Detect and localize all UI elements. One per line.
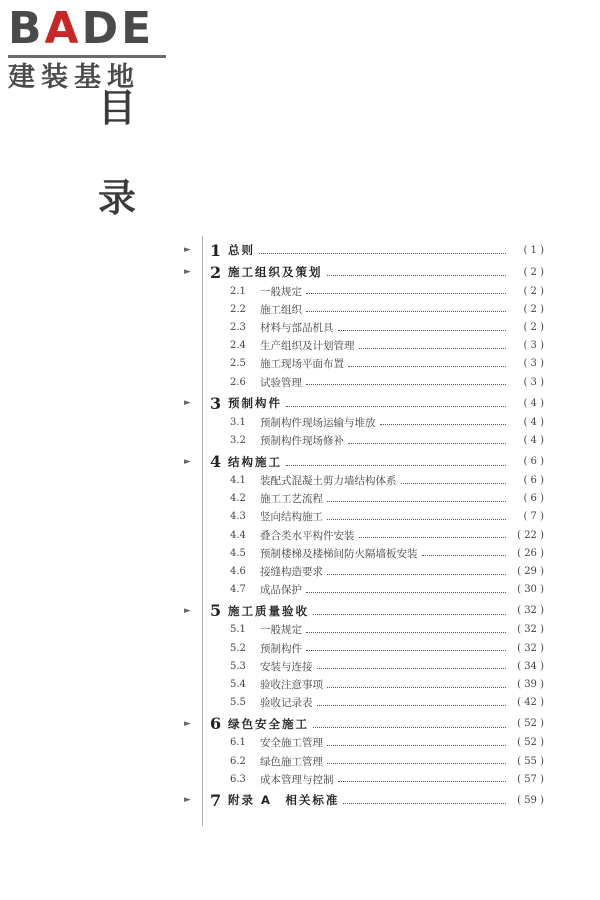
- toc-section-row[interactable]: [180, 431, 544, 449]
- toc-section-row[interactable]: [180, 639, 544, 657]
- leader-dots: [343, 802, 506, 804]
- page-number: ( 26 ): [517, 547, 544, 559]
- toc-section-row[interactable]: [180, 770, 544, 788]
- toc-section-row[interactable]: [180, 752, 544, 770]
- title-char-mu: 目: [98, 86, 137, 130]
- section-number: 3.2: [230, 434, 246, 446]
- section-number: 6.1: [230, 737, 246, 749]
- page-number: ( 42 ): [517, 697, 544, 709]
- chapter-arrow-icon: ►: [184, 267, 191, 277]
- chapter-arrow-icon: ►: [184, 456, 191, 467]
- chapter-title: 施工组织及策划: [228, 265, 323, 279]
- section-title: 安装与连接: [260, 660, 313, 673]
- page-number: ( 7 ): [523, 511, 544, 523]
- logo-letter: E: [121, 3, 155, 54]
- logo-main-text: [8, 4, 178, 54]
- toc-chapter-row[interactable]: [180, 714, 544, 734]
- chapter-number: 3: [210, 393, 222, 413]
- section-title: 材料与部品机具: [260, 321, 334, 334]
- leader-dots: [327, 573, 506, 575]
- toc-section-row[interactable]: [180, 355, 544, 373]
- page-number: ( 4 ): [523, 397, 544, 409]
- page-number: ( 52 ): [517, 737, 544, 749]
- section-number: 4.6: [230, 566, 246, 578]
- toc-section-row[interactable]: [180, 413, 544, 431]
- leader-dots: [359, 536, 506, 538]
- toc-chapter-row[interactable]: [180, 393, 544, 413]
- section-number: 6.3: [230, 773, 246, 785]
- section-title: 验收注意事项: [260, 678, 323, 691]
- section-title: 安全施工管理: [260, 737, 323, 750]
- leader-dots: [317, 704, 506, 706]
- leader-dots: [306, 591, 506, 593]
- section-number: 2.6: [230, 376, 246, 388]
- section-number: 5.5: [230, 697, 246, 709]
- chapter-title: 施工质量验收: [228, 603, 309, 618]
- leader-dots: [286, 405, 506, 407]
- page-number: ( 34 ): [517, 660, 544, 672]
- chapter-title: 附录 A 相关标准: [228, 793, 340, 808]
- chapter-number: 4: [210, 452, 222, 471]
- toc-section-row[interactable]: [180, 337, 544, 355]
- chapter-title: 预制构件: [228, 396, 282, 411]
- section-title: 竖向结构施工: [260, 511, 323, 524]
- leader-dots: [338, 329, 506, 331]
- section-title: 生产组织及计划管理: [260, 340, 355, 353]
- logo: [8, 4, 178, 96]
- chapter-number: 6: [210, 714, 222, 734]
- section-number: 4.1: [230, 475, 246, 487]
- section-number: 5.1: [230, 624, 246, 636]
- section-title: 绿色施工管理: [260, 755, 323, 768]
- leader-dots: [306, 649, 506, 651]
- chapter-arrow-icon: ►: [184, 605, 191, 616]
- page-number: ( 57 ): [517, 773, 544, 785]
- toc-section-row[interactable]: [180, 318, 544, 336]
- leader-dots: [359, 347, 506, 349]
- section-title: 预制楼梯及楼梯间防火隔墙板安装: [260, 547, 418, 560]
- section-title: 施工现场平面布置: [260, 358, 344, 371]
- leader-dots: [306, 383, 506, 385]
- section-title: 一般规定: [260, 624, 302, 637]
- section-number: 2.1: [230, 285, 246, 297]
- leader-dots: [348, 442, 506, 444]
- leader-dots: [327, 744, 506, 746]
- page-number: ( 3 ): [523, 358, 544, 370]
- leader-dots: [327, 518, 506, 520]
- toc-section-row[interactable]: [180, 373, 544, 391]
- section-title: 一般规定: [260, 285, 302, 298]
- section-number: 5.4: [230, 678, 246, 690]
- chapter-title: 结构施工: [228, 454, 282, 469]
- title-char-lu: 录: [98, 176, 137, 220]
- toc-section-row[interactable]: [180, 508, 544, 526]
- leader-dots: [313, 726, 506, 728]
- section-number: 4.3: [230, 511, 246, 523]
- table-of-contents: [180, 240, 544, 810]
- section-number: 2.5: [230, 358, 246, 370]
- section-title: 装配式混凝土剪力墙结构体系: [260, 475, 397, 488]
- leader-dots: [327, 500, 506, 502]
- logo-sub-text: 建装基地: [8, 62, 140, 93]
- leader-dots: [306, 631, 506, 633]
- toc-chapter-row[interactable]: [180, 262, 544, 282]
- page-number: ( 32 ): [517, 642, 544, 654]
- section-title: 成品保护: [260, 584, 302, 597]
- logo-underline: [8, 55, 166, 58]
- section-title: 预制构件: [260, 642, 302, 655]
- toc-section-row[interactable]: [180, 490, 544, 508]
- chapter-number: 7: [210, 790, 222, 810]
- chapter-arrow-icon: ►: [184, 718, 191, 729]
- page-number: ( 6 ): [523, 475, 544, 487]
- toc-section-row[interactable]: [180, 526, 544, 544]
- page-number: ( 22 ): [517, 529, 544, 541]
- section-number: 6.2: [230, 755, 246, 767]
- leader-dots: [348, 365, 506, 367]
- toc-section-row[interactable]: [180, 300, 544, 318]
- chapter-arrow-icon: ►: [184, 245, 191, 255]
- toc-section-row[interactable]: [180, 562, 544, 580]
- page-number: ( 6 ): [523, 456, 544, 467]
- page-number: ( 32 ): [517, 605, 544, 617]
- chapter-number: 5: [210, 601, 222, 621]
- toc-chapter-row[interactable]: [180, 452, 544, 472]
- page-number: ( 2 ): [523, 266, 544, 278]
- section-title: 预制构件现场运输与堆放: [260, 416, 376, 429]
- leader-dots: [327, 274, 506, 276]
- logo-letter: D: [81, 3, 122, 54]
- chapter-title: 绿色安全施工: [228, 716, 309, 731]
- toc-section-row[interactable]: [180, 282, 544, 300]
- leader-dots: [259, 252, 506, 254]
- leader-dots: [422, 554, 506, 556]
- chapter-number: 2: [210, 262, 222, 282]
- section-title: 施工工艺流程: [260, 493, 323, 506]
- toc-section-row[interactable]: [180, 544, 544, 562]
- page-number: ( 1 ): [523, 244, 544, 256]
- section-number: 5.3: [230, 660, 246, 672]
- toc-section-row[interactable]: [180, 694, 544, 712]
- toc-section-row[interactable]: [180, 621, 544, 639]
- leader-dots: [313, 613, 506, 615]
- toc-section-row[interactable]: [180, 657, 544, 675]
- page-number: ( 32 ): [517, 624, 544, 636]
- section-title: 施工组织: [260, 303, 302, 316]
- toc-section-row[interactable]: [180, 675, 544, 693]
- leader-dots: [338, 780, 506, 782]
- section-title: 试验管理: [260, 376, 302, 389]
- toc-section-row[interactable]: [180, 472, 544, 490]
- logo-letter: A: [44, 3, 82, 54]
- toc-chapter-row[interactable]: [180, 790, 544, 810]
- leader-dots: [401, 482, 506, 484]
- leader-dots: [306, 292, 506, 294]
- page-number: ( 29 ): [517, 566, 544, 578]
- leader-dots: [327, 762, 506, 764]
- toc-section-row[interactable]: [180, 581, 544, 599]
- leader-dots: [380, 423, 506, 425]
- section-number: 4.7: [230, 584, 246, 596]
- chapter-number: 1: [210, 240, 222, 260]
- section-title: 验收记录表: [260, 697, 313, 710]
- toc-chapter-row[interactable]: [180, 240, 544, 260]
- section-title: 接缝构造要求: [260, 566, 323, 579]
- section-number: 5.2: [230, 642, 246, 654]
- page-number: ( 2 ): [523, 303, 544, 315]
- page-number: ( 3 ): [523, 376, 544, 388]
- page-number: ( 4 ): [523, 434, 544, 446]
- page-number: ( 59 ): [517, 794, 544, 806]
- section-number: 4.5: [230, 547, 246, 559]
- toc-chapter-row[interactable]: [180, 601, 544, 621]
- section-title: 成本管理与控制: [260, 773, 334, 786]
- leader-dots: [286, 464, 506, 466]
- page-number: ( 6 ): [523, 493, 544, 505]
- toc-section-row[interactable]: [180, 734, 544, 752]
- logo-letter: B: [8, 3, 45, 54]
- leader-dots: [327, 686, 506, 688]
- leader-dots: [317, 667, 506, 669]
- page-number: ( 3 ): [523, 340, 544, 352]
- section-title: 预制构件现场修补: [260, 434, 344, 447]
- chapter-arrow-icon: ►: [184, 398, 191, 409]
- chapter-arrow-icon: ►: [184, 795, 191, 806]
- page-number: ( 55 ): [517, 755, 544, 767]
- page-number: ( 2 ): [523, 285, 544, 297]
- page-number: ( 30 ): [517, 584, 544, 596]
- chapter-title: 总则: [228, 243, 255, 257]
- page-number: ( 39 ): [517, 678, 544, 690]
- section-number: 2.3: [230, 321, 246, 333]
- section-number: 2.2: [230, 303, 246, 315]
- page-number: ( 52 ): [517, 718, 544, 730]
- leader-dots: [306, 310, 506, 312]
- section-number: 4.4: [230, 529, 246, 541]
- section-number: 2.4: [230, 340, 246, 352]
- section-number: 3.1: [230, 416, 246, 428]
- page-number: ( 2 ): [523, 321, 544, 333]
- section-title: 叠合类水平构件安装: [260, 529, 355, 542]
- page-number: ( 4 ): [523, 416, 544, 428]
- section-number: 4.2: [230, 493, 246, 505]
